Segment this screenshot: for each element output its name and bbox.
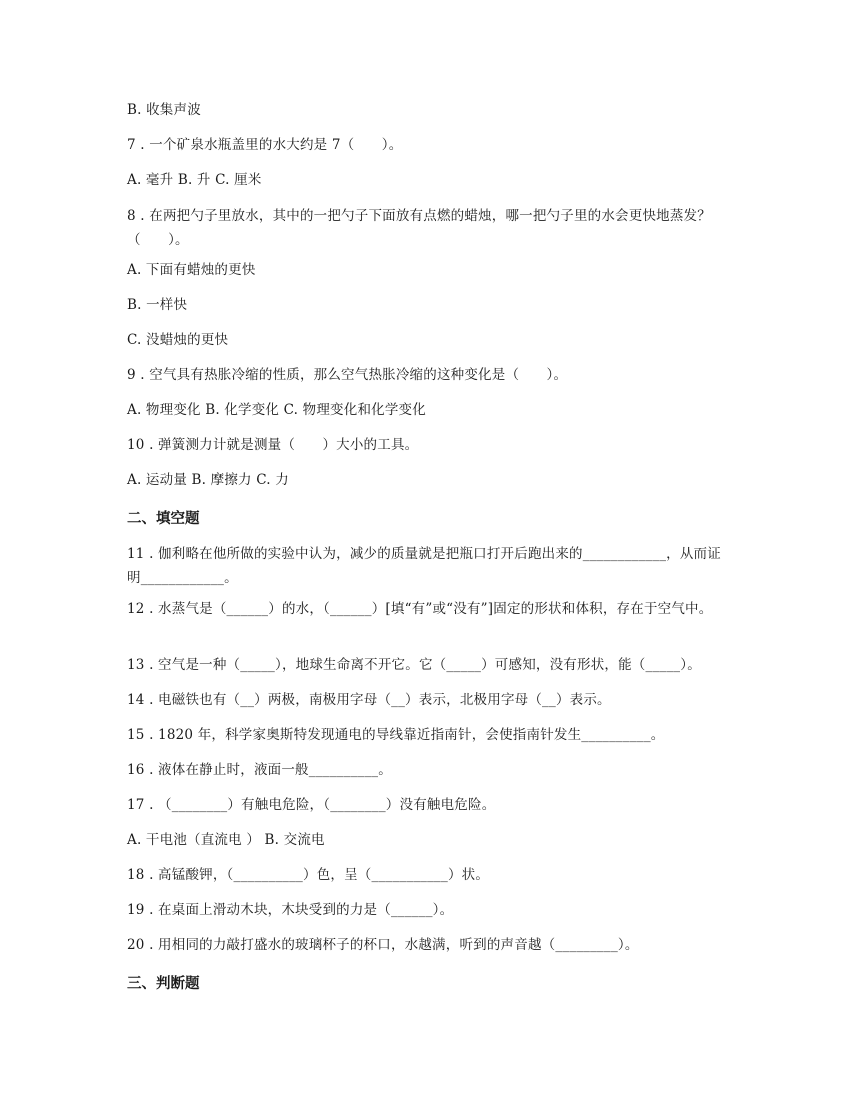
- question-14: 14 . 电磁铁也有（__）两极，南极用字母（__）表示，北极用字母（__）表示。: [127, 692, 611, 708]
- section-heading-fill-blank: 二、填空题: [127, 511, 200, 527]
- option-line: B. 收集声波: [127, 102, 201, 118]
- options-10: A. 运动量 B. 摩擦力 C. 力: [127, 472, 289, 488]
- question-15: 15 . 1820 年，科学家奥斯特发现通电的导线靠近指南针，会使指南针发生__________。: [127, 727, 665, 743]
- question-20: 20 . 用相同的力敲打盛水的玻璃杯子的杯口，水越满，听到的声音越（_________）。: [127, 937, 639, 953]
- question-19: 19 . 在桌面上滑动木块，木块受到的力是（______）。: [127, 902, 454, 918]
- question-18: 18 . 高锰酸钾，（__________）色，呈（___________）状。: [127, 867, 490, 883]
- option-8b: B. 一样快: [127, 297, 188, 313]
- options-17: A. 干电池（直流电 ） B. 交流电: [127, 832, 325, 848]
- section-heading-judge: 三、判断题: [127, 976, 200, 992]
- question-11: 11 . 伽利略在他所做的实验中认为，减少的质量就是把瓶口打开后跑出来的____________，从而证明____________。: [127, 546, 721, 586]
- question-9: 9 . 空气具有热胀冷缩的性质，那么空气热胀冷缩的这种变化是（ ）。: [127, 367, 568, 383]
- question-10: 10 . 弹簧测力计就是测量（ ）大小的工具。: [127, 437, 419, 453]
- question-13: 13 . 空气是一种（_____），地球生命离不开它。它（_____）可感知，没有形状，能（_____）。: [127, 657, 701, 673]
- question-8: 8 . 在两把勺子里放水，其中的一把勺子下面放有点燃的蜡烛，哪一把勺子里的水会更快地蒸发？（ ）。: [127, 208, 711, 248]
- question-12: 12 . 水蒸气是（______）的水，（______）[填“有”或“没有”]固定的形状和体积，存在于空气中。: [127, 601, 713, 617]
- question-16: 16 . 液体在静止时，液面一般__________。: [127, 762, 392, 778]
- option-8c: C. 没蜡烛的更快: [127, 332, 229, 348]
- question-7: 7 . 一个矿泉水瓶盖里的水大约是 7（ ）。: [127, 137, 403, 153]
- options-7: A. 毫升 B. 升 C. 厘米: [127, 172, 262, 188]
- question-17: 17 . （________）有触电危险，（________）没有触电危险。: [127, 797, 496, 813]
- option-8a: A. 下面有蜡烛的更快: [127, 262, 256, 278]
- options-9: A. 物理变化 B. 化学变化 C. 物理变化和化学变化: [127, 402, 426, 418]
